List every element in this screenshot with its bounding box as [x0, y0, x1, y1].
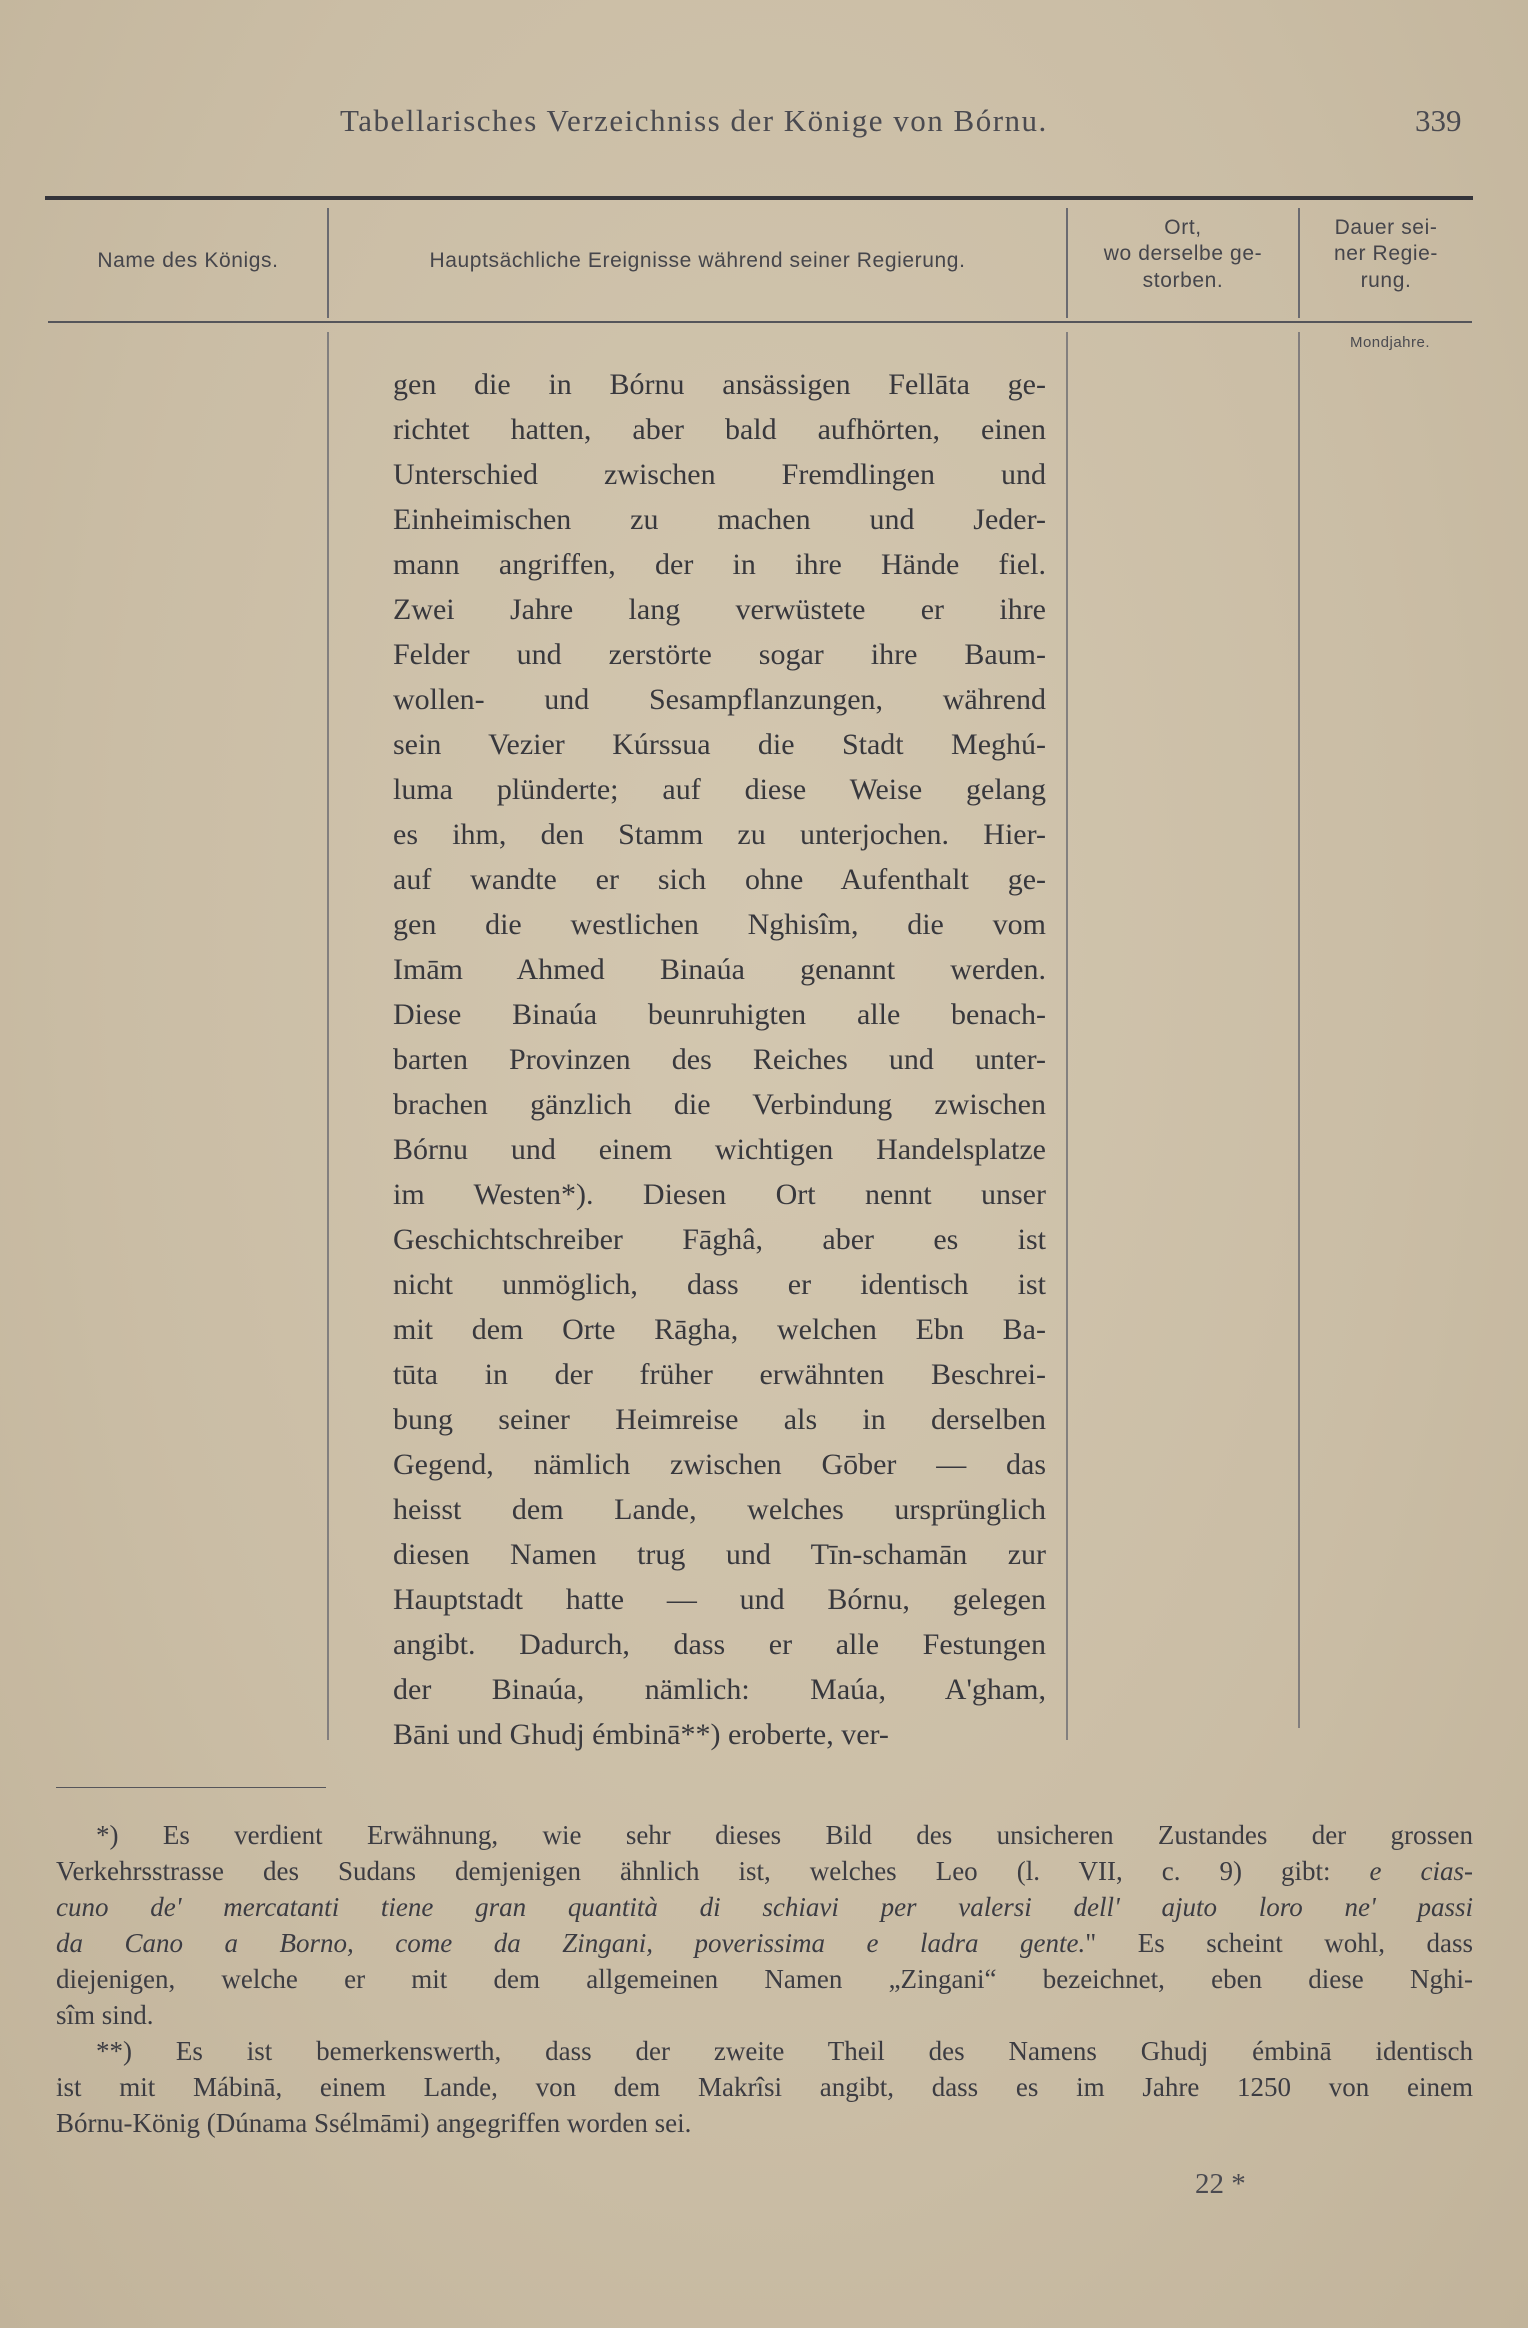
text-line: angibt. Dadurch, dass er alle Festungen: [393, 1628, 1046, 1661]
column-header-duration: [1300, 215, 1472, 294]
column-divider: [1298, 332, 1300, 1728]
footnote-line: sîm sind.: [56, 2000, 154, 2030]
footnote-quote: da Cano a Borno, come da Zingani, poverissima e ladra gente.: [56, 1928, 1086, 1958]
text-line: nicht unmöglich, dass er identisch ist: [393, 1268, 1046, 1301]
text-line: wollen- und Sesampflanzungen, während: [393, 683, 1046, 716]
text-line: diesen Namen trug und Tīn-schamān zur: [393, 1538, 1046, 1571]
footnote-quote: e cias-: [1369, 1856, 1473, 1886]
text-line: mit dem Orte Rāgha, welchen Ebn Ba-: [393, 1313, 1046, 1346]
text-line: Unterschied zwischen Fremdlingen und: [393, 458, 1046, 491]
page-number: 339: [1415, 103, 1462, 138]
column-divider: [327, 332, 329, 1740]
column-header-place-line: storben.: [1142, 268, 1224, 292]
column-divider: [1298, 208, 1300, 318]
text-line: mann angriffen, der in ihre Hände fiel.: [393, 548, 1046, 581]
text-line: brachen gänzlich die Verbindung zwischen: [393, 1088, 1046, 1121]
column-divider: [1066, 332, 1068, 1740]
text-line: tūta in der früher erwähnten Beschrei-: [393, 1358, 1046, 1391]
text-line: heisst dem Lande, welches ursprünglich: [393, 1493, 1046, 1526]
text-line: luma plünderte; auf diese Weise gelang: [393, 773, 1046, 806]
text-line: auf wandte er sich ohne Aufenthalt ge-: [393, 863, 1046, 896]
footnote-rule: [56, 1787, 326, 1788]
text-line: Gegend, nämlich zwischen Gōber — das: [393, 1448, 1046, 1481]
text-line: es ihm, den Stamm zu unterjochen. Hier-: [393, 818, 1046, 851]
table-top-rule: [45, 196, 1473, 200]
text-line: Zwei Jahre lang verwüstete er ihre: [393, 593, 1046, 626]
column-header-place-line: Ort,: [1164, 216, 1202, 239]
text-line: Bāni und Ghudj émbinā**) eroberte, ver-: [393, 1718, 889, 1751]
footnote-line: *) Es verdient Erwähnung, wie sehr dieses Bild des unsicheren Zustandes der grossen: [96, 1820, 1473, 1850]
text-line: gen die in Bórnu ansässigen Fellāta ge-: [393, 368, 1046, 401]
footnote-line: diejenigen, welche er mit dem allgemeinen Namen „Zingani“ bezeichnet, eben diese Nghi-: [56, 1964, 1473, 1994]
footnote-text: Verkehrsstrasse des Sudans demjenigen ähnlich ist, welches Leo (l. VII, c. 9) gibt:: [56, 1856, 1370, 1886]
column-header-place-line: wo derselbe ge-: [1103, 242, 1263, 266]
footnote-line: Bórnu-König (Dúnama Ssélmāmi) angegriffen worden sei.: [56, 2108, 692, 2138]
column-header-name: Name des Königs.: [97, 249, 279, 272]
text-line: im Westen*). Diesen Ort nennt unser: [393, 1178, 1046, 1211]
signature-mark: 22 *: [1195, 2168, 1246, 2200]
text-line: Bórnu und einem wichtigen Handelsplatze: [393, 1133, 1046, 1166]
column-divider: [1066, 208, 1068, 318]
text-line: Hauptstadt hatte — und Bórnu, gelegen: [393, 1583, 1046, 1616]
text-line: richtet hatten, aber bald aufhörten, einen: [393, 413, 1046, 446]
table-header-rule: [48, 321, 1472, 323]
text-line: sein Vezier Kúrssua die Stadt Meghú-: [393, 728, 1046, 761]
column-header-duration-line: rung.: [1360, 268, 1412, 292]
footnote-quote: cuno de' mercatanti tiene gran quantità di schiavi per valersi dell' ajuto loro ne' passi: [56, 1892, 1473, 1922]
text-line: bung seiner Heimreise als in derselben: [393, 1403, 1046, 1436]
text-line: Felder und zerstörte sogar ihre Baum-: [393, 638, 1046, 671]
text-line: gen die westlichen Nghisîm, die vom: [393, 908, 1046, 941]
footnote-line: **) Es ist bemerkenswerth, dass der zweite Theil des Namens Ghudj émbinā identisch: [96, 2036, 1473, 2066]
text-line: Imām Ahmed Binaúa genannt werden.: [393, 953, 1046, 986]
footnote-line: [56, 1853, 1473, 1889]
footnote-text: " Es scheint wohl, dass: [1085, 1928, 1473, 1958]
text-line: Diese Binaúa beunruhigten alle benach-: [393, 998, 1046, 1031]
text-line: Geschichtschreiber Fāghâ, aber es ist: [393, 1223, 1046, 1256]
footnote-line: ist mit Mábinā, einem Lande, von dem Makrîsi angibt, dass es im Jahre 1250 von einem: [56, 2072, 1473, 2102]
duration-unit-label: Mondjahre.: [1349, 334, 1431, 351]
column-header-events: Hauptsächliche Ereignisse während seiner Regierung.: [429, 249, 966, 272]
column-header-duration-line: Dauer sei-: [1334, 216, 1438, 239]
text-line: Einheimischen zu machen und Jeder-: [393, 503, 1046, 536]
running-head: Tabellarisches Verzeichniss der Könige von Bórnu.: [340, 103, 1048, 138]
column-header-duration-line: ner Regie-: [1333, 242, 1439, 266]
events-text: [393, 362, 1046, 1757]
column-divider: [327, 208, 329, 318]
footnote-line: [56, 1925, 1473, 1961]
text-line: der Binaúa, nämlich: Maúa, A'gham,: [393, 1673, 1046, 1706]
footnotes: [56, 1817, 1473, 2141]
column-header-place: [1068, 215, 1298, 294]
text-line: barten Provinzen des Reiches und unter-: [393, 1043, 1046, 1076]
